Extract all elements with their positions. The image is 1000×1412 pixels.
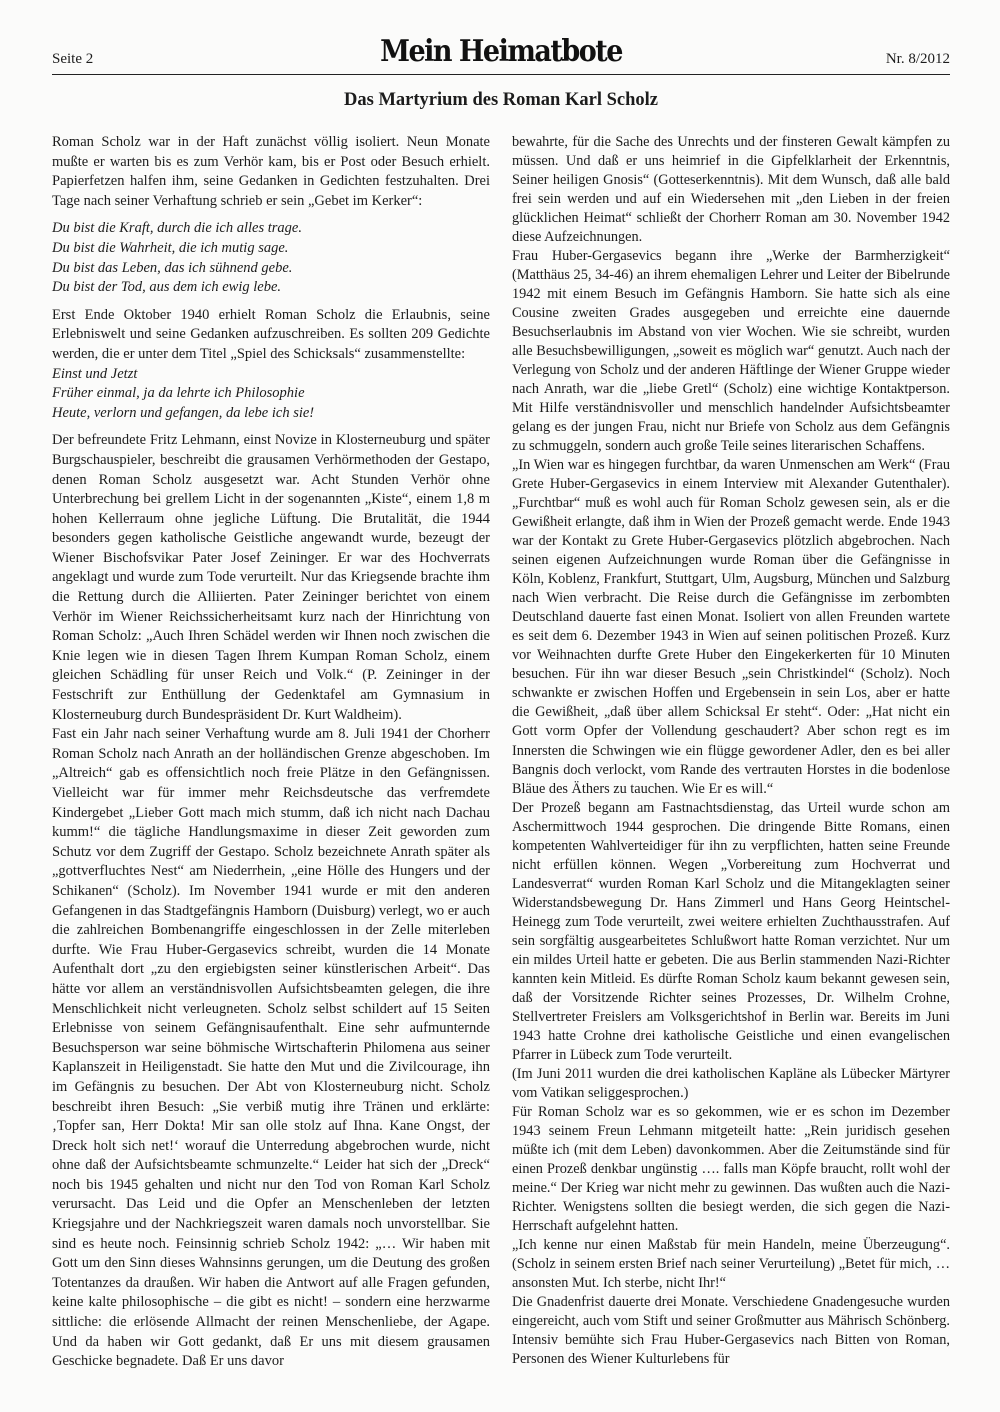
paragraph: „In Wien war es hingegen furchtbar, da waren Unmenschen am Werk“ (Frau Grete Huber-Gergasevics in einem Interview mit Alexander Gutenthaler). „Furchtbar“ muß es wohl auch für Roman Scholz gewesen sein, als er die Gewißheit erlangte, daß ihm in Wien der Prozeß gemacht werde. Ende 1943 war der Kontakt zu Grete Huber-Gergasevics plötzlich abgebrochen. Nach seinen eigenen Aufzeichnungen wurde Roman über die Gefängnisse in Köln, Koblenz, Frankfurt, Stuttgart, Ulm, Augsburg, München und Salzburg nach Wien verbracht. Die Reise durch die Gefängnisse im zerbombten Deutschland dauerte fast einen Monat. Isoliert von allen Freunden wartete es seit dem 6. Dezember 1943 in Wien auf seinen politischen Prozeß. Kurz vor Weihnachten durfte Grete Huber den Eingekerkerten für 10 Minuten besuchen. Für ihn war dieser Besuch „sein Christkindel“ (Scholz). Noch schwankte er zwischen Hoffen und Ergebensein in sein Los, aber er hatte die Gewißheit, „daß über allem Schicksal Er steht“. Oder: „Hat nicht ein Gott vorm Opfer der Vollendung geschaudert? Aber schon regt es im Innersten die Schwingen wie ein flügge gewordener Adler, den es bei aller Bangnis doch verlockt, vom Rande des vertrauten Horstes in die bodenlose Bläue des Äthers zu tauchen. Wie Er es will.“ (512, 457, 950, 797)
paragraph: Fast ein Jahr nach seiner Verhaftung wurde am 8. Juli 1941 der Chorherr Roman Scholz nach Anrath an der holländischen Grenze abgeschoben. Im „Altreich“ gab es offensichtlich noch freie Plätze in den Gefängnissen. Vielleicht war für immer mehr Reichsdeutsche das verfremdete Kindergebet „Lieber Gott mach mich stumm, daß ich nicht nach Dachau kumm!“ die tägliche Handlungsmaxime in dieser Zeit geworden zum Schutz vor dem Zugriff der Gestapo. Scholz bezeichnete Anrath später als „gottverfluchtes Nest“ am Niederrhein, „eine Hölle des Hungers und der Schikanen“ (Scholz). Im November 1941 wurde er mit den anderen Gefangenen in das Stadtgefängnis Hamborn (Duisburg) verlegt, wo er auch die zahlreichen Bombenangriffe eingeschlossen in der Zelle miterleben durfte. Wie Frau Huber-Gergasevics schreibt, wurden die 14 Monate Aufenthalt dort „zu den ergiebigsten seiner künstlerischen Arbeit“. Das hätte vor allem an verständnisvollen Aufsichtsbeamten gelegen, die ihre Menschlichkeit nicht verleugneten. Scholz selbst schildert auf 15 Seiten Erlebnisse von seinem Gefängnisaufenthalt. Eine sehr aufmunternde Besuchsperson war seine böhmische Wirtschafterin Philomena aus seiner Kaplanszeit in Heiligenstadt. Sie hatte den Mut und die Zivilcourage, ihn im Gefängnis zu besuchen. Der Abt von Klosterneuburg nicht. Scholz beschreibt ihren Besuch: „Sie verbiß mutig ihre Tränen und erklärte: ‚Topfer san, Herr Dokta! Mir san olle stolz auf Ihna. Kane Ongst, der Dreck holt sich net!‘ worauf die Unterredung abgebrochen wurde, nicht ohne daß der Aufsichtsbeamte schmunzelte.“ Leider hat sich der „Dreck“ noch bis 1945 gehalten und nicht nur den Tod von Roman Karl Scholz verursacht. Das Leid und die Opfer an Menschenleben der letzten Kriegsjahre und der Nachkriegszeit waren damals noch unvorstellbar. Sie sind es heute noch. Feinsinnig schrieb Scholz 1942: „… Wir haben mit Gott um den Sinn dieses Wahnsinns gerungen, um die Deutung des großen Totentanzes da draußen. Wir haben die Antwort auf alle Fragen gefunden, keine kalte philosophische – die gibt es nicht! – sondern eine herzwarme sittliche: die erlösende Allmacht der reinen Menschenliebe, der Agape. Und da haben wir Gott gedankt, daß Er uns mit diesem grausamen Geschicke begnadete. Daß Er uns davor (52, 726, 490, 1370)
poem-line: Du bist das Leben, das ich sühnend gebe. (52, 259, 293, 276)
page-header (52, 34, 950, 75)
paragraph: Der Prozeß begann am Fastnachtsdienstag, das Urteil wurde schon am Aschermittwoch 1944 gesprochen. Die dringende Bitte Romans, einen kompetenten Wahlverteidiger für ihn zu verpflichten, hatten seine Freunde nicht erfüllen können. Wegen „Vorbereitung zum Hochverrat und Landesverrat“ wurden Roman Karl Scholz und die Mitangeklagten seiner Widerstandsbewegung Dr. Hans Zimmerl und Hans Georg Heintschel-Heinegg zum Tode verurteilt, zwei weitere erhielten Zuchthausstrafen. Auf sein sorgfältig ausgearbeitetes Schlußwort hatte Roman verzichtet. Nur um ein mildes Urteil hatte er gebeten. Die aus Berlin stammenden Nazi-Richter kannten kein Mitleid. Es dürfte Roman Scholz kaum bekannt gewesen sein, daß der Vorsitzende Richter seines Prozesses, Dr. Wilhelm Crohne, Stellvertreter Freislers am Volksgerichtshof in Berlin war. Bereits im Juni 1943 hatte Crohne drei katholische Geistliche und einen evangelischen Pfarrer in Lübeck zum Tode verurteilt. (512, 799, 950, 1063)
paragraph: „Ich kenne nur einen Maßstab für mein Handeln, meine Überzeugung“. (Scholz in seinem ersten Brief nach seiner Verurteilung) „Betet für mich, … ansonsten Mut. Ich sterbe, nicht Ihr!“ (512, 1236, 950, 1291)
poem-line: Du bist die Wahrheit, die ich mutig sage. (52, 239, 289, 256)
masthead-logo: Mein Heimatbote (380, 34, 622, 69)
poem-line: Du bist die Kraft, durch die ich alles trage. (52, 220, 302, 237)
column-left (52, 133, 490, 1372)
column-right (512, 133, 950, 1369)
paragraph: Die Gnadenfrist dauerte drei Monate. Verschiedene Gnadengesuche wurden eingereicht, auch vom Stift und seiner Großmutter aus Mährisch Schönberg. Intensiv bemühte sich Frau Huber-Gergasevics nach Bitten von Roman, Personen des Wiener Kulturlebens für (512, 1293, 950, 1367)
poem-line: Einst und Jetzt (52, 365, 138, 382)
paragraph: bewahrte, für die Sache des Unrechts und der finsteren Gewalt kämpfen zu müssen. Und daß er uns heimrief in die Gipfelklarheit der Erkenntnis, Seiner heiligen Gnosis“ (Gotteserkenntnis). Mit dem Wunsch, daß alle bald frei sein werden und auf ein Wiedersehen mit „den Lieben in der freien glücklichen Heimat“ schließt der Chorherr Roman am 30. November 1942 diese Aufzeichnungen. (512, 134, 950, 246)
issue-number: Nr. 8/2012 (885, 51, 950, 67)
paragraph: Für Roman Scholz war es so gekommen, wie er es schon im Dezember 1943 seinem Freun Lehmann mitgeteilt hatte: „Rein juridisch gesehen müßte ich (mit dem Leben) davonkommen. Aber die Zeitumstände sind für einen Prozeß denkbar ungünstig …. falls man Köpfe braucht, rollt wohl der meine.“ Der Krieg war nicht mehr zu gewinnen. Das wußten auch die Nazi-Richter. Wenigstens sollten die besiegt werden, die sich gegen die Nazi-Herrschaft aufgelehnt hatten. (512, 1103, 950, 1234)
paragraph: Erst Ende Oktober 1940 erhielt Roman Scholz die Erlaubnis, seine Erlebniswelt und seine Gedanken aufzuschreiben. Es sollten 209 Gedichte werden, die er unter dem Titel „Spiel des Schicksals“ zusammenstellte: (52, 306, 490, 362)
poem-gebet-im-kerker (52, 219, 490, 297)
paragraph: Der befreundete Fritz Lehmann, einst Novize in Klosterneuburg und später Burgschauspieler, beschreibt die grausamen Verhörmethoden der Gestapo, denen Roman Scholz ausgesetzt war. Acht Stunden Verhör ohne Unterbrechung bei grellem Licht in der sogenannten „Kiste“, einem 1,8 m hohen Kellerraum ohne jegliche Lüftung. Die Brutalität, die 1944 besonders gegen katholische Geistliche angewandt wurde, bezeugt der Wiener Bischofsvikar Pater Josef Zeininger. Er war des Hochverrats angeklagt und wurde zum Tode verurteilt. Nur das Kriegsende brachte ihm die Rettung durch die Alliierten. Pater Zeininger berichtet von einem Verhör im Wiener Reichssicherheitsamt kurz nach der Hinrichtung von Roman Scholz: „Auch Ihren Schädel werden wir Ihnen noch zwischen die Knie legen wie in diesen Tagen Ihrem Kumpan Roman Scholz, einem gleichen Schädling für unser Reich und Volk.“ (P. Zeininger in der Festschrift zur Enthüllung der Gedenktafel am Gymnasium in Klosterneuburg durch Bundespräsident Dr. Kurt Waldheim). (52, 432, 490, 723)
page-number: Seite 2 (52, 51, 94, 67)
paragraph: (Im Juni 2011 wurden die drei katholischen Kapläne als Lübecker Märtyrer vom Vatikan seliggesprochen.) (512, 1065, 950, 1101)
poem-line: Früher einmal, ja da lehrte ich Philosophie (52, 385, 305, 402)
article-title: Das Martyrium des Roman Karl Scholz (344, 90, 658, 110)
poem-line: Heute, verlorn und gefangen, da lebe ich sie! (52, 404, 315, 421)
poem-einst-und-jetzt (52, 365, 490, 424)
paragraph: Frau Huber-Gergasevics begann ihre „Werke der Barmherzigkeit“ (Matthäus 25, 34-46) an ihrem ehemaligen Lehrer und Leiter der Bibelrunde 1942 mit einem Besuch im Gefängnis Hamborn. Sie hatte sich als eine Cousine zweiten Grades ausgegeben und erreichte eine dauernde Besuchserlaubnis im Abstand von vier Wochen. Wie sie schreibt, wurden alle Besuchsbewilligungen, „soweit es möglich war“ genutzt. Auch nach der Verlegung von Scholz und der anderen Häftlinge der Wiener Gruppe wieder nach Anrath, war die „liebe Gretl“ (Scholz) eine wichtige Kontaktperson. Mit Hilfe verständnisvoller und menschlich handelnder Aufsichtsbeamter gelang es der jungen Frau, nicht nur Briefe von Scholz aus dem Gefängnis zu schmuggeln, sondern auch große Teile seines literarischen Schaffens. (512, 248, 950, 455)
poem-line: Du bist der Tod, aus dem ich ewig lebe. (52, 279, 282, 296)
paragraph: Roman Scholz war in der Haft zunächst völlig isoliert. Neun Monate mußte er warten bis es zum Verhör kam, bis er Post oder Besuch erhielt. Papierfetzen halfen ihm, seine Gedanken in Gedichten festzuhalten. Drei Tage nach seiner Verhaftung schrieb er sein „Gebet im Kerker“: (52, 134, 490, 209)
